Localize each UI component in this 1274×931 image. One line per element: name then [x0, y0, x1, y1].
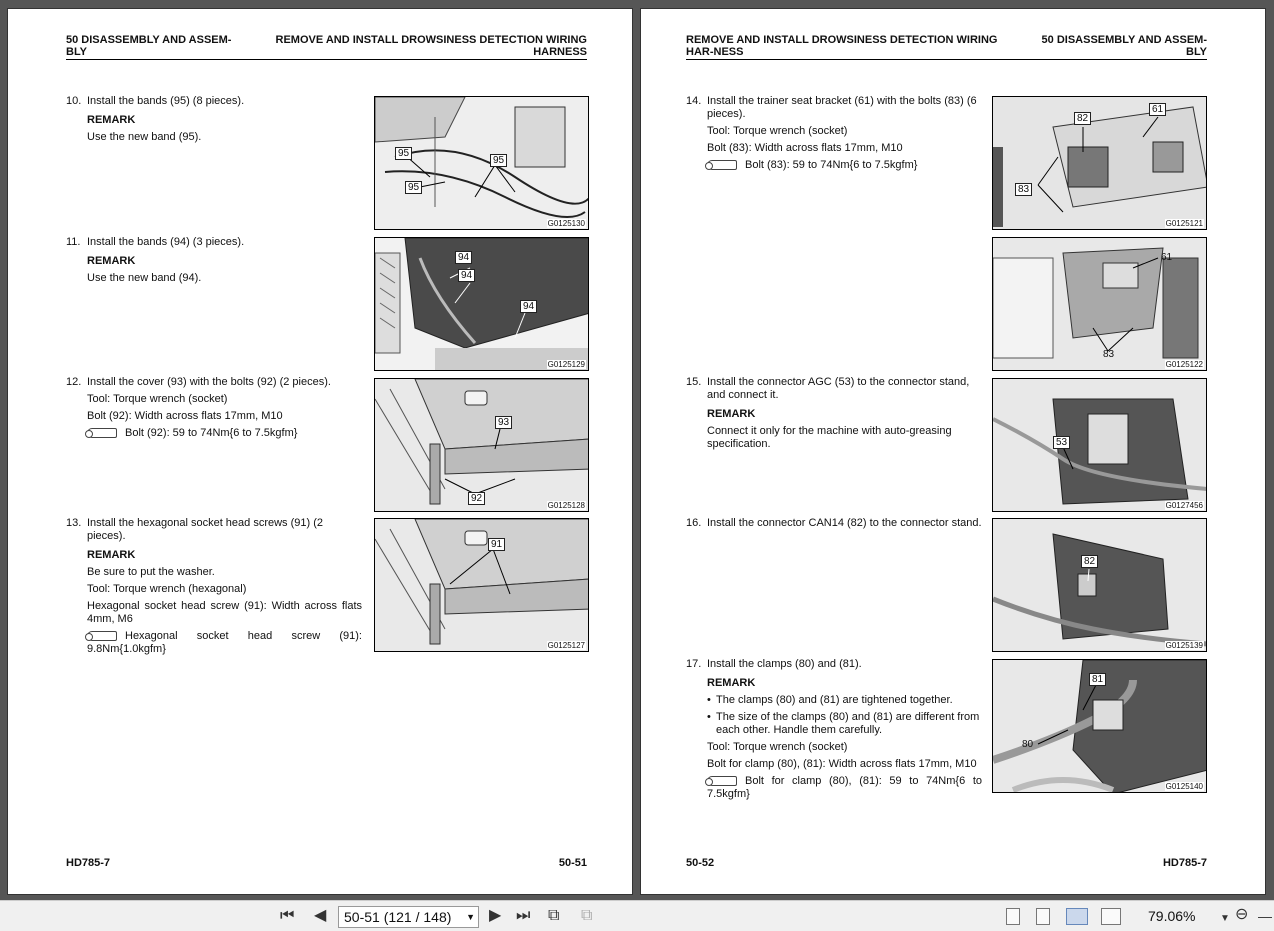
step-line: Use the new band (95).	[87, 131, 202, 143]
step-line: Bolt (83): Width across flats 17mm, M10	[707, 142, 903, 154]
torque-wrench-icon	[87, 428, 117, 438]
rotate-icon[interactable]: ⧉	[548, 907, 560, 924]
remark-label: REMARK	[707, 677, 756, 689]
figure-g0125139	[992, 518, 1207, 652]
zoom-level[interactable]: 79.06%	[1148, 908, 1196, 924]
figure-illustration	[993, 519, 1207, 652]
two-page-continuous-icon[interactable]	[1101, 908, 1121, 925]
step-number: 13.	[66, 517, 82, 529]
step-line: Connect it only for the machine with auto-greasing specification.	[707, 425, 952, 450]
callout-83: 83	[1103, 349, 1115, 360]
page-header	[66, 34, 587, 60]
step-line: Hexagonal socket head screw (91): Width across flats 4mm, M6	[87, 600, 362, 625]
callout-81: 81	[1089, 673, 1106, 686]
chevron-down-icon[interactable]: ▼	[466, 912, 475, 922]
callout-93: 93	[495, 416, 512, 429]
navigation-toolbar	[0, 900, 1274, 931]
figure-g0125140	[992, 659, 1207, 793]
figure-illustration	[375, 519, 589, 652]
callout-94: 94	[455, 251, 472, 264]
page-50-51	[7, 8, 633, 895]
callout-80: 80	[1022, 739, 1034, 750]
callout-82: 82	[1074, 112, 1091, 125]
bullet-item: • The clamps (80) and (81) are tightened together.	[707, 694, 982, 707]
step-number: 12.	[66, 376, 82, 388]
figure-code: G0125129	[547, 360, 585, 369]
step-line: Use the new band (94).	[87, 272, 202, 284]
zoom-out-icon[interactable]: ⊖	[1235, 906, 1249, 923]
torque-spec: Bolt for clamp (80), (81): 59 to 74Nm{6 to 7.5kgfm}	[707, 775, 982, 800]
single-page-icon[interactable]	[1006, 908, 1020, 925]
figure-code: G0125130	[547, 219, 585, 228]
figure-g0125127	[374, 518, 589, 652]
copy-icon[interactable]: ⧉	[581, 907, 593, 924]
step-title: Install the connector AGC (53) to the connector stand, and connect it.	[707, 376, 970, 401]
figure-code: G0125128	[547, 501, 585, 510]
torque-spec: Hexagonal socket head screw (91): 9.8Nm{1.0kgfm}	[87, 630, 362, 655]
torque-wrench-icon	[707, 776, 737, 786]
step-number: 15.	[686, 376, 702, 388]
callout-92: 92	[468, 492, 485, 505]
step-line: Tool: Torque wrench (hexagonal)	[87, 583, 247, 595]
figure-illustration	[993, 379, 1207, 512]
step-number: 10.	[66, 95, 82, 107]
footer-page-number: 50-51	[558, 857, 587, 869]
callout-61: 61	[1161, 252, 1173, 263]
figure-illustration	[375, 97, 589, 230]
last-page-icon[interactable]: ⏭	[516, 907, 531, 924]
bullet-item: • The size of the clamps (80) and (81) are different from each other. Handle them carefully.	[707, 711, 982, 737]
page-number-select[interactable]	[338, 906, 479, 928]
callout-94: 94	[520, 300, 537, 313]
step-title: Install the connector CAN14 (82) to the connector stand.	[707, 517, 982, 529]
figure-g0125122	[992, 237, 1207, 371]
two-page-icon[interactable]	[1066, 908, 1088, 925]
callout-95: 95	[490, 154, 507, 167]
header-left: REMOVE AND INSTALL DROWSINESS DETECTION WIRING HAR-NESS	[686, 34, 998, 58]
step-title: Install the bands (94) (3 pieces).	[87, 236, 245, 248]
header-right: 50 DISASSEMBLY AND ASSEM-BLY	[1041, 34, 1207, 58]
figure-code: G0125140	[1165, 782, 1203, 791]
first-page-icon[interactable]: ⏮	[280, 907, 295, 924]
figure-illustration	[993, 97, 1207, 230]
torque-spec: Bolt (92): 59 to 74Nm{6 to 7.5kgfm}	[125, 427, 298, 439]
page-50-52	[640, 8, 1266, 895]
callout-53: 53	[1053, 436, 1070, 449]
callout-61: 61	[1149, 103, 1166, 116]
footer-page-number: 50-52	[686, 857, 715, 869]
callout-82: 82	[1081, 555, 1098, 568]
step-title: Install the bands (95) (8 pieces).	[87, 95, 245, 107]
step-number: 11.	[66, 236, 81, 248]
torque-wrench-icon	[707, 160, 737, 170]
remark-bullets	[707, 694, 982, 737]
remark-label: REMARK	[707, 408, 756, 420]
step-line: Be sure to put the washer.	[87, 566, 215, 578]
callout-95: 95	[395, 147, 412, 160]
figure-g0125121	[992, 96, 1207, 230]
step-title: Install the hexagonal socket head screws (91) (2 pieces).	[87, 517, 324, 542]
footer-right: HD785-7	[1162, 857, 1207, 869]
prev-page-icon[interactable]: ◀	[314, 907, 327, 924]
torque-wrench-icon	[87, 631, 117, 641]
callout-83: 83	[1015, 183, 1032, 196]
remark-label: REMARK	[87, 114, 136, 126]
callout-91: 91	[488, 538, 505, 551]
continuous-icon[interactable]	[1036, 908, 1050, 925]
footer-left: HD785-7	[66, 857, 111, 869]
step-line: Bolt for clamp (80), (81): Width across flats 17mm, M10	[707, 758, 977, 770]
page-header	[686, 34, 1207, 60]
remark-label: REMARK	[87, 255, 136, 267]
header-right: REMOVE AND INSTALL DROWSINESS DETECTION WIRING HARNESS	[275, 34, 587, 58]
torque-spec: Bolt (83): 59 to 74Nm{6 to 7.5kgfm}	[745, 159, 918, 171]
separator: —	[1258, 908, 1272, 924]
step-title: Install the cover (93) with the bolts (92) (2 pieces).	[87, 376, 331, 388]
step-number: 17.	[686, 658, 702, 670]
page-indicator: 50-51 (121 / 148)	[344, 909, 452, 925]
figure-g0127456	[992, 378, 1207, 512]
figure-code: G0125122	[1165, 360, 1203, 369]
step-number: 16.	[686, 517, 702, 529]
step-line: Tool: Torque wrench (socket)	[87, 393, 228, 405]
step-title: Install the trainer seat bracket (61) with the bolts (83) (6 pieces).	[707, 95, 977, 120]
figure-illustration	[375, 238, 589, 371]
remark-label: REMARK	[87, 549, 136, 561]
figure-code: G0125139	[1165, 641, 1203, 650]
step-number: 14.	[686, 95, 702, 107]
figure-code: G0125127	[547, 641, 585, 650]
zoom-dropdown-icon[interactable]: ▼	[1220, 913, 1230, 924]
step-line: Bolt (92): Width across flats 17mm, M10	[87, 410, 283, 422]
callout-94: 94	[458, 269, 475, 282]
figure-g0125130	[374, 96, 589, 230]
figure-g0125129	[374, 237, 589, 371]
step-line: Tool: Torque wrench (socket)	[707, 125, 848, 137]
step-line: Tool: Torque wrench (socket)	[707, 741, 848, 753]
figure-code: G0125121	[1165, 219, 1203, 228]
callout-95: 95	[405, 181, 422, 194]
figure-code: G0127456	[1165, 501, 1203, 510]
figure-g0125128	[374, 378, 589, 512]
figure-illustration	[993, 238, 1207, 371]
header-left: 50 DISASSEMBLY AND ASSEM-BLY	[66, 34, 232, 58]
next-page-icon[interactable]: ▶	[489, 907, 502, 924]
step-title: Install the clamps (80) and (81).	[707, 658, 862, 670]
